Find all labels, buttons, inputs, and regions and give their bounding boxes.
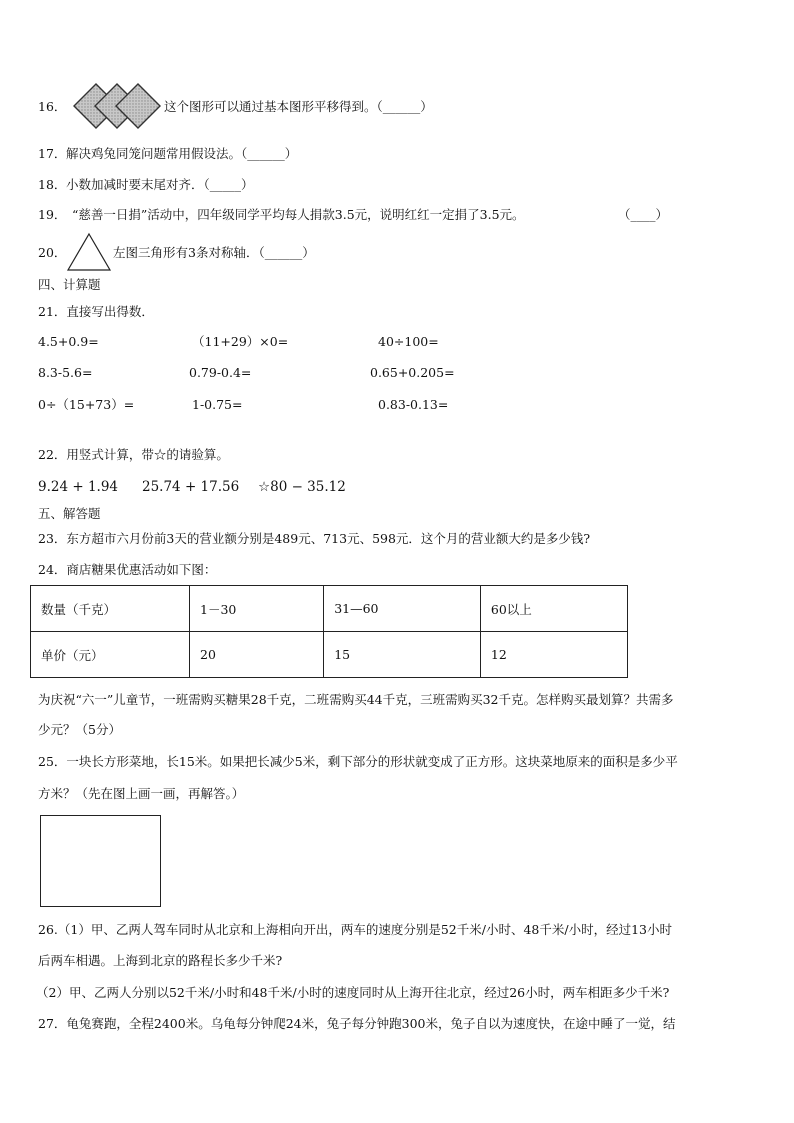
table-cell: 单价（元） [31,632,190,678]
price-table [30,585,628,678]
section-5-heading: 五、解答题 [38,506,101,521]
q22-title: 22．用竖式计算，带☆的请验算。 [38,447,229,462]
q20-text: 左图三角形有3条对称轴．（______） [113,245,315,260]
q26-line-2: 后两车相遇。上海到北京的路程长多少千米? [38,953,283,968]
q19-answer-paren: （____） [618,207,669,222]
q22-item-2: 25.74 + 17.56 [142,479,240,495]
diamond-pattern-figure [72,82,162,130]
triangle-figure [66,232,112,272]
q22-item-3: ☆80 − 35.12 [258,479,346,495]
q26-line-1: 26.（1）甲、乙两人驾车同时从北京和上海相向开出，两车的速度分别是52千米/小时、48千米/小时，经过13小时 [38,922,672,937]
table-cell: 12 [480,632,627,678]
q18-text: 小数加减时要末尾对齐．（_____） [66,177,254,192]
q21-r3c1: 0÷（15+73）= [38,397,135,412]
q16-text: 这个图形可以通过基本图形平移得到。（______） [164,99,433,114]
q24-line-1: 为庆祝“六一”儿童节，一班需购买糖果28千克，二班需购买44千克，三班需购买32千克。怎样购买最划算？共需多 [38,692,674,707]
q21-r1c1: 4.5+0.9= [38,334,99,349]
q19-text: “慈善一日捐”活动中，四年级同学平均每人捐款3.5元，说明红红一定捐了3.5元。 [72,207,525,222]
q21-title: 21．直接写出得数． [38,304,154,319]
q17-number: 17． [38,146,67,161]
table-cell: 15 [324,632,481,678]
q21-r2c1: 8.3-5.6= [38,365,93,380]
q20-number: 20． [38,245,67,260]
q27-text: 27．龟兔赛跑，全程2400米。乌龟每分钟爬24米，兔子每分钟跑300米，兔子自以为速度快，在途中睡了一觉，结 [38,1016,676,1031]
q24-line-2: 少元？（5分） [38,722,121,737]
q16-number: 16． [38,99,67,114]
q19-number: 19． [38,207,67,222]
q25-line-2: 方米？（先在图上画一画，再解答。） [38,786,245,801]
q21-r3c2: 1-0.75= [192,397,243,412]
q18-number: 18． [38,177,67,192]
q21-r3c3: 0.83-0.13= [378,397,449,412]
section-4-heading: 四、计算题 [38,277,101,292]
q21-r1c2: （11+29）×0= [192,334,289,349]
q21-r2c3: 0.65+0.205= [370,365,455,380]
table-cell: 20 [190,632,324,678]
table-cell: 1－30 [190,586,324,632]
table-row [31,586,628,632]
table-cell: 数量（千克） [31,586,190,632]
table-row [31,632,628,678]
q26-line-3: （2）甲、乙两人分别以52千米/小时和48千米/小时的速度同时从上海开往北京，经过26小时，两车相距多少千米? [36,985,670,1000]
q22-item-1: 9.24 + 1.94 [38,479,119,495]
table-cell: 60以上 [480,586,627,632]
q21-r1c3: 40÷100= [378,334,439,349]
q21-r2c2: 0.79-0.4= [189,365,252,380]
drawing-box [40,815,161,907]
q23-text: 23．东方超市六月份前3天的营业额分别是489元、713元、598元．这个月的营业额大约是多少钱? [38,531,591,546]
q25-line-1: 25．一块长方形菜地，长15米。如果把长减少5米，剩下部分的形状就变成了正方形。这块菜地原来的面积是多少平 [38,754,678,769]
q24-title: 24．商店糖果优惠活动如下图： [38,562,217,577]
table-cell: 31—60 [324,586,481,632]
q17-text: 解决鸡兔同笼问题常用假设法。（______） [66,146,298,161]
